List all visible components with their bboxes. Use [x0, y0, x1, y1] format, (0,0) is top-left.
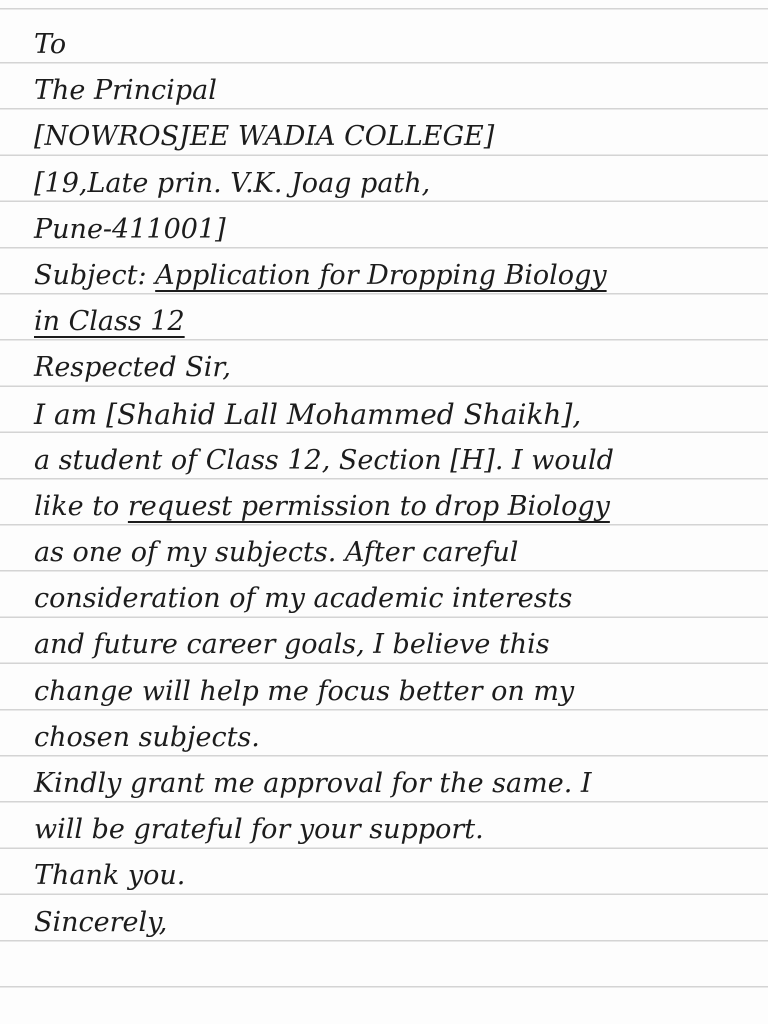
letter-line-text: change will help me focus better on my — [34, 675, 575, 707]
letter-line-body — [34, 530, 754, 576]
letter-line-city — [34, 207, 754, 253]
letter-line-text: a student of Class 12, Section [H]. I would — [34, 444, 614, 476]
letter-line-body — [34, 438, 754, 484]
request-text-underlined: request permission to drop Biology — [127, 490, 610, 522]
letter-line-body — [34, 576, 754, 622]
letter-line-body — [34, 392, 754, 438]
letter-line-body — [34, 622, 754, 668]
letter-line-body — [34, 484, 754, 530]
letter-line-text: [19,Late prin. V.K. Joag path, — [34, 167, 431, 199]
letter-line-text: Pune-411001] — [34, 213, 226, 245]
handwritten-letter — [34, 22, 754, 946]
letter-line-text: Kindly grant me approval for the same. I — [34, 768, 592, 799]
letter-line-text: chosen subjects. — [34, 721, 260, 753]
subject-text-underlined: Application for Dropping Biology — [155, 259, 607, 291]
letter-line-text: I am [Shahid Lall Mohammed Shaikh], — [34, 397, 582, 431]
letter-line-text: and future career goals, I believe this — [34, 629, 550, 661]
letter-line-text: as one of my subjects. After careful — [34, 537, 519, 569]
letter-line-text: will be grateful for your support. — [34, 814, 484, 846]
subject-label: Subject: — [34, 259, 156, 291]
letter-line-to — [34, 22, 754, 68]
letter-line-text: Respected Sir, — [34, 352, 231, 384]
letter-line-body — [34, 761, 754, 807]
subject-text-underlined: in Class 12 — [34, 306, 185, 338]
letter-line-body — [34, 715, 754, 761]
letter-line-text: Sincerely, — [34, 906, 168, 938]
letter-line-text: [NOWROSJEE WADIA COLLEGE] — [34, 121, 495, 153]
letter-line-text: Thank you. — [34, 860, 186, 892]
letter-line-salutation — [34, 345, 754, 391]
letter-line-text: like to — [34, 490, 128, 522]
letter-line-text: To — [34, 29, 67, 60]
letter-line-address — [34, 161, 754, 207]
letter-line-college — [34, 114, 754, 160]
letter-line-recipient — [34, 68, 754, 114]
letter-line-subject-cont — [34, 299, 754, 345]
letter-line-closing — [34, 853, 754, 899]
letter-line-signoff — [34, 900, 754, 946]
letter-line-body — [34, 807, 754, 853]
letter-line-subject — [34, 253, 754, 299]
letter-line-body — [34, 669, 754, 715]
letter-line-text: consideration of my academic interests — [34, 583, 573, 615]
letter-line-text: The Principal — [34, 75, 217, 107]
